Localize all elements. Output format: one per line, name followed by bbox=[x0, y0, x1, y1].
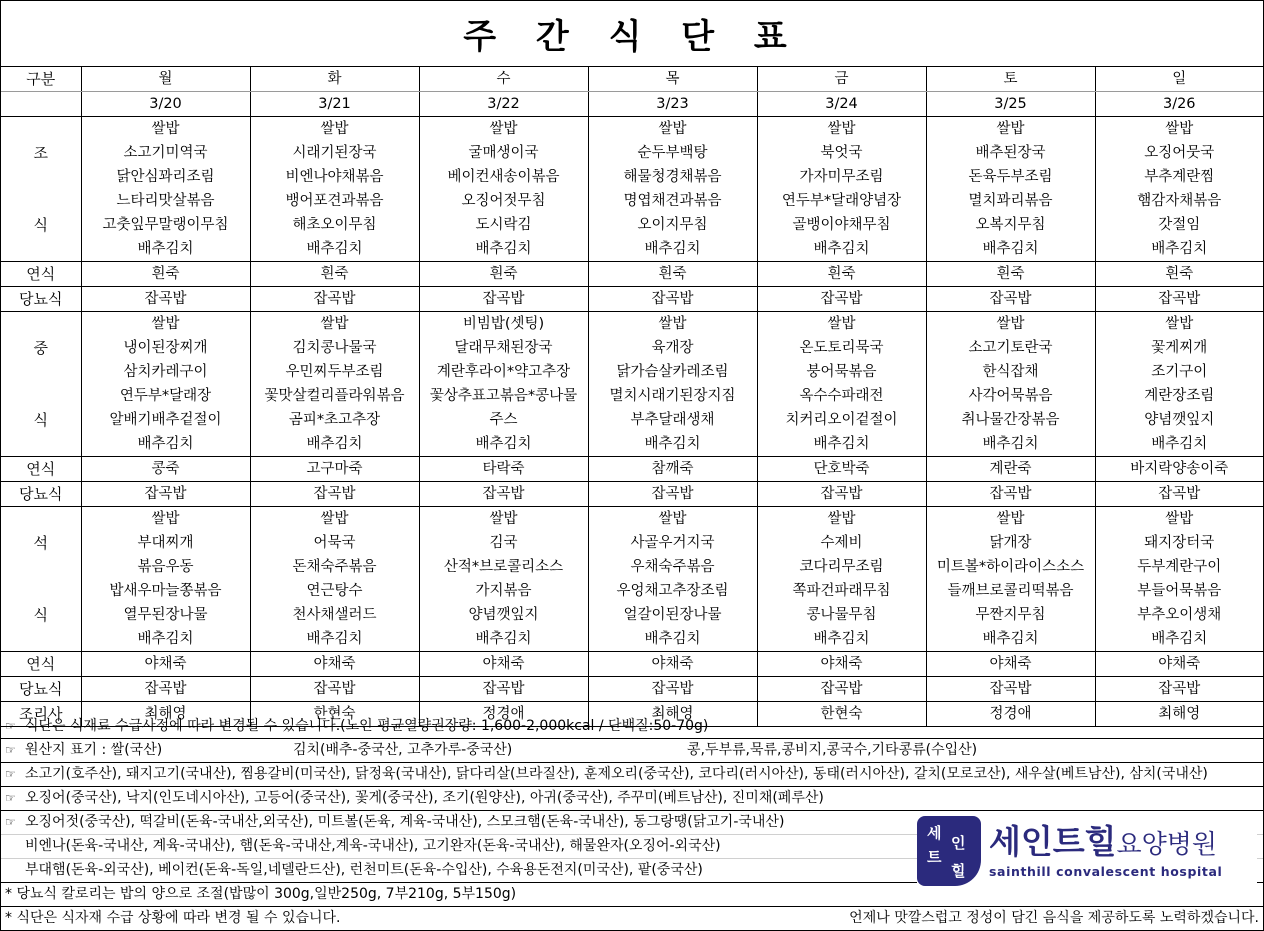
note-line-4: ☞ 오징어(중국산), 낙지(인도네시아산), 고등어(중국산), 꽃게(중국산), 조기(원양산), 아귀(중국산), 주꾸미(베트남산), 진미채(페루산) bbox=[1, 787, 1263, 811]
date-header: 3/23 bbox=[588, 92, 757, 117]
date-header: 3/24 bbox=[757, 92, 926, 117]
lunch-dish: 한식잡채 bbox=[926, 360, 1095, 384]
dinner-label bbox=[1, 555, 81, 579]
lunch-row bbox=[1, 336, 1263, 360]
lunch-dish: 비빔밥(셋팅) bbox=[419, 312, 588, 337]
dinner-dish: 우채숙주볶음 bbox=[588, 555, 757, 579]
note-line-7: 부대햄(돈육-외국산), 베이컨(돈육-독일,네델란드산), 런천미트(돈육-수입산), 수육용돈전지(미국산), 팥(중국산) bbox=[1, 859, 1263, 883]
breakfast-dish: 배추된장국 bbox=[926, 141, 1095, 165]
breakfast-dish: 오복지무침 bbox=[926, 213, 1095, 237]
porridge-cell: 타락죽 bbox=[419, 457, 588, 482]
lunch-row bbox=[1, 384, 1263, 408]
lunch-dish: 붕어묵볶음 bbox=[757, 360, 926, 384]
date-header: 3/20 bbox=[81, 92, 250, 117]
dinner-dish: 수제비 bbox=[757, 531, 926, 555]
lunch-dish: 냉이된장찌개 bbox=[81, 336, 250, 360]
breakfast-dish: 북엇국 bbox=[757, 141, 926, 165]
dinner-dish: 배추김치 bbox=[81, 627, 250, 652]
breakfast-dish: 해물청경채볶음 bbox=[588, 165, 757, 189]
diabetic-cell: 잡곡밥 bbox=[757, 677, 926, 702]
dinner-dish: 미트볼*하이라이스소스 bbox=[926, 555, 1095, 579]
lunch-label bbox=[1, 432, 81, 457]
note-line-2: ☞ 원산지 표기 : 쌀(국산) 김치(배추-중국산, 고추가루-중국산) 콩,두부류,묵류,콩비지,콩국수,기타콩류(수입산) bbox=[1, 739, 1263, 763]
breakfast-label bbox=[1, 189, 81, 213]
logo-subtitle: sainthill convalescent hospital bbox=[989, 864, 1223, 879]
lunch-dish: 양념깻잎지 bbox=[1095, 408, 1263, 432]
dinner-dish: 배추김치 bbox=[926, 627, 1095, 652]
lunch-dish: 부추달래생채 bbox=[588, 408, 757, 432]
cook-name: 한현숙 bbox=[757, 702, 926, 727]
day-header: 토 bbox=[926, 67, 1095, 92]
cook-name: 한현숙 bbox=[250, 702, 419, 727]
diabetic-cell: 잡곡밥 bbox=[757, 287, 926, 312]
breakfast-dish: 골뱅이야채무침 bbox=[757, 213, 926, 237]
breakfast-dish: 배추김치 bbox=[1095, 237, 1263, 262]
diabetic-cell: 잡곡밥 bbox=[757, 482, 926, 507]
cook-name: 정경애 bbox=[419, 702, 588, 727]
lunch-dish: 쌀밥 bbox=[250, 312, 419, 337]
lunch-dish: 취나물간장볶음 bbox=[926, 408, 1095, 432]
diabetic-cell: 잡곡밥 bbox=[419, 482, 588, 507]
day-header: 일 bbox=[1095, 67, 1263, 92]
dinner-dish: 배추김치 bbox=[757, 627, 926, 652]
breakfast-dish: 해초오이무침 bbox=[250, 213, 419, 237]
lunch-diabetic-row bbox=[1, 482, 1263, 507]
breakfast-dish: 소고기미역국 bbox=[81, 141, 250, 165]
day-header: 목 bbox=[588, 67, 757, 92]
breakfast-dish: 연두부*달래양념장 bbox=[757, 189, 926, 213]
dinner-dish: 얼갈이된장나물 bbox=[588, 603, 757, 627]
lunch-label: 중 bbox=[33, 339, 48, 357]
dinner-dish: 닭개장 bbox=[926, 531, 1095, 555]
diabetic-cell: 잡곡밥 bbox=[1095, 677, 1263, 702]
pointing-hand-icon: ☞ bbox=[5, 719, 16, 733]
lunch-dish: 쌀밥 bbox=[81, 312, 250, 337]
diabetic-cell: 잡곡밥 bbox=[588, 482, 757, 507]
date-header: 3/26 bbox=[1095, 92, 1263, 117]
dinner-dish: 배추김치 bbox=[1095, 627, 1263, 652]
breakfast-diabetic-row bbox=[1, 287, 1263, 312]
breakfast-dish: 뱅어포견과볶음 bbox=[250, 189, 419, 213]
dinner-dish: 쪽파건파래무침 bbox=[757, 579, 926, 603]
porridge-cell: 야채죽 bbox=[757, 652, 926, 677]
diabetic-cell: 잡곡밥 bbox=[588, 287, 757, 312]
day-header: 화 bbox=[250, 67, 419, 92]
dinner-dish: 쌀밥 bbox=[588, 507, 757, 532]
dinner-dish: 배추김치 bbox=[250, 627, 419, 652]
porridge-cell: 흰죽 bbox=[419, 262, 588, 287]
diabetic-cell: 잡곡밥 bbox=[1095, 287, 1263, 312]
breakfast-dish: 배추김치 bbox=[757, 237, 926, 262]
diabetic-cell: 잡곡밥 bbox=[250, 677, 419, 702]
dinner-dish: 돈채숙주볶음 bbox=[250, 555, 419, 579]
porridge-cell: 바지락양송이죽 bbox=[1095, 457, 1263, 482]
breakfast-dish: 오징어젓무침 bbox=[419, 189, 588, 213]
note-line-9: * 식단은 식자재 수급 상황에 따라 변경 될 수 있습니다. 언제나 맛깔스럽고 정성이 담긴 음식을 제공하도록 노력하겠습니다. bbox=[5, 910, 1259, 926]
porridge-label: 연식 bbox=[1, 262, 81, 287]
diabetic-cell: 잡곡밥 bbox=[81, 287, 250, 312]
hospital-logo bbox=[917, 815, 1257, 887]
lunch-dish: 육개장 bbox=[588, 336, 757, 360]
category-label: 구분 bbox=[1, 67, 81, 92]
porridge-cell: 야채죽 bbox=[250, 652, 419, 677]
porridge-cell: 콩죽 bbox=[81, 457, 250, 482]
dinner-dish: 연근탕수 bbox=[250, 579, 419, 603]
pointing-hand-icon: ☞ bbox=[5, 743, 16, 757]
porridge-cell: 흰죽 bbox=[250, 262, 419, 287]
dinner-dish: 어묵국 bbox=[250, 531, 419, 555]
note-line-3: ☞ 소고기(호주산), 돼지고기(국내산), 찜용갈비(미국산), 닭정육(국내산), 닭다리살(브라질산), 훈제오리(중국산), 코다리(러시아산), 동태(러시아산), 갈치(모로코산), 새우살(베트남산), 삼치(국내산) bbox=[1, 763, 1263, 787]
porridge-cell: 고구마죽 bbox=[250, 457, 419, 482]
lunch-dish: 쌀밥 bbox=[926, 312, 1095, 337]
breakfast-dish: 갓절임 bbox=[1095, 213, 1263, 237]
dinner-row bbox=[1, 555, 1263, 579]
porridge-cell: 야채죽 bbox=[1095, 652, 1263, 677]
dinner-label: 석 bbox=[33, 534, 48, 552]
lunch-dish: 배추김치 bbox=[250, 432, 419, 457]
diabetic-cell: 잡곡밥 bbox=[1095, 482, 1263, 507]
porridge-cell: 흰죽 bbox=[1095, 262, 1263, 287]
diabetic-cell: 잡곡밥 bbox=[81, 482, 250, 507]
lunch-porridge-row bbox=[1, 457, 1263, 482]
day-header: 수 bbox=[419, 67, 588, 92]
breakfast-label bbox=[1, 117, 81, 142]
breakfast-dish: 오이지무침 bbox=[588, 213, 757, 237]
dinner-porridge-row bbox=[1, 652, 1263, 677]
day-header: 금 bbox=[757, 67, 926, 92]
lunch-dish: 멸치시래기된장지짐 bbox=[588, 384, 757, 408]
lunch-label bbox=[1, 312, 81, 337]
porridge-cell: 흰죽 bbox=[757, 262, 926, 287]
lunch-row bbox=[1, 408, 1263, 432]
diabetic-label: 당뇨식 bbox=[1, 482, 81, 507]
diabetic-cell: 잡곡밥 bbox=[926, 482, 1095, 507]
diabetic-cell: 잡곡밥 bbox=[419, 287, 588, 312]
lunch-dish: 옥수수파래전 bbox=[757, 384, 926, 408]
breakfast-label bbox=[1, 237, 81, 262]
pointing-hand-icon: ☞ bbox=[5, 815, 16, 829]
dinner-dish: 쌀밥 bbox=[1095, 507, 1263, 532]
breakfast-dish: 돈육두부조림 bbox=[926, 165, 1095, 189]
breakfast-row bbox=[1, 213, 1263, 237]
porridge-cell: 흰죽 bbox=[926, 262, 1095, 287]
cook-name: 정경애 bbox=[926, 702, 1095, 727]
diabetic-cell: 잡곡밥 bbox=[926, 287, 1095, 312]
day-header: 월 bbox=[81, 67, 250, 92]
breakfast-row bbox=[1, 237, 1263, 262]
pointing-hand-icon: ☞ bbox=[5, 791, 16, 805]
dinner-dish: 들깨브로콜리떡볶음 bbox=[926, 579, 1095, 603]
menu-table bbox=[1, 67, 1263, 727]
dinner-label: 식 bbox=[33, 606, 48, 624]
breakfast-dish: 순두부백탕 bbox=[588, 141, 757, 165]
lunch-dish: 쌀밥 bbox=[1095, 312, 1263, 337]
dinner-row bbox=[1, 627, 1263, 652]
date-header: 3/22 bbox=[419, 92, 588, 117]
porridge-cell: 단호박죽 bbox=[757, 457, 926, 482]
pointing-hand-icon: ☞ bbox=[5, 767, 16, 781]
dinner-dish: 밥새우마늘쫑볶음 bbox=[81, 579, 250, 603]
lunch-dish: 쌀밥 bbox=[588, 312, 757, 337]
breakfast-dish: 멸치꽈리볶음 bbox=[926, 189, 1095, 213]
breakfast-dish: 비엔나야채볶음 bbox=[250, 165, 419, 189]
breakfast-dish: 닭안심꽈리조림 bbox=[81, 165, 250, 189]
dinner-diabetic-row bbox=[1, 677, 1263, 702]
dinner-label bbox=[1, 627, 81, 652]
date-header: 3/21 bbox=[250, 92, 419, 117]
category-label-cont bbox=[1, 92, 81, 117]
breakfast-row bbox=[1, 165, 1263, 189]
lunch-dish: 온도토리묵국 bbox=[757, 336, 926, 360]
dinner-dish: 부들어묵볶음 bbox=[1095, 579, 1263, 603]
breakfast-dish: 배추김치 bbox=[250, 237, 419, 262]
dinner-label bbox=[1, 507, 81, 532]
dinner-dish: 우엉채고추장조림 bbox=[588, 579, 757, 603]
breakfast-dish: 베이컨새송이볶음 bbox=[419, 165, 588, 189]
breakfast-dish: 고춧잎무말랭이무침 bbox=[81, 213, 250, 237]
dinner-row bbox=[1, 579, 1263, 603]
date-header: 3/25 bbox=[926, 92, 1095, 117]
breakfast-row bbox=[1, 141, 1263, 165]
breakfast-dish: 배추김치 bbox=[81, 237, 250, 262]
diabetic-label: 당뇨식 bbox=[1, 287, 81, 312]
breakfast-dish: 쌀밥 bbox=[250, 117, 419, 142]
porridge-cell: 야채죽 bbox=[419, 652, 588, 677]
porridge-cell: 참깨죽 bbox=[588, 457, 757, 482]
lunch-dish: 배추김치 bbox=[419, 432, 588, 457]
breakfast-dish: 부추계란찜 bbox=[1095, 165, 1263, 189]
dinner-dish: 사골우거지국 bbox=[588, 531, 757, 555]
dinner-dish: 쌀밥 bbox=[419, 507, 588, 532]
dinner-dish: 쌀밥 bbox=[757, 507, 926, 532]
diabetic-cell: 잡곡밥 bbox=[250, 287, 419, 312]
diabetic-cell: 잡곡밥 bbox=[419, 677, 588, 702]
lunch-dish: 꽃상추표고볶음*콩나물 bbox=[419, 384, 588, 408]
dinner-dish: 가지볶음 bbox=[419, 579, 588, 603]
dinner-dish: 산적*브로콜리소스 bbox=[419, 555, 588, 579]
lunch-dish: 계란후라이*약고추장 bbox=[419, 360, 588, 384]
lunch-dish: 꽃맛살컬리플라워볶음 bbox=[250, 384, 419, 408]
lunch-row bbox=[1, 432, 1263, 457]
porridge-label: 연식 bbox=[1, 457, 81, 482]
page-title: 주 간 식 단 표 bbox=[1, 1, 1263, 67]
lunch-row bbox=[1, 360, 1263, 384]
breakfast-dish: 쌀밥 bbox=[757, 117, 926, 142]
logo-mark-icon: 세 인 트 힐 bbox=[917, 816, 981, 886]
breakfast-dish: 쌀밥 bbox=[926, 117, 1095, 142]
breakfast-dish: 느타리맛살볶음 bbox=[81, 189, 250, 213]
dinner-dish: 쌀밥 bbox=[81, 507, 250, 532]
breakfast-label bbox=[1, 165, 81, 189]
diabetic-label: 당뇨식 bbox=[1, 677, 81, 702]
dinner-dish: 쌀밥 bbox=[250, 507, 419, 532]
diabetic-cell: 잡곡밥 bbox=[588, 677, 757, 702]
lunch-dish: 쌀밥 bbox=[757, 312, 926, 337]
dinner-row bbox=[1, 531, 1263, 555]
lunch-dish: 소고기토란국 bbox=[926, 336, 1095, 360]
diabetic-cell: 잡곡밥 bbox=[250, 482, 419, 507]
cook-name: 최해영 bbox=[1095, 702, 1263, 727]
lunch-dish: 꽃게찌개 bbox=[1095, 336, 1263, 360]
lunch-dish: 사각어묵볶음 bbox=[926, 384, 1095, 408]
lunch-dish: 계란장조림 bbox=[1095, 384, 1263, 408]
lunch-dish: 배추김치 bbox=[757, 432, 926, 457]
dinner-dish: 돼지장터국 bbox=[1095, 531, 1263, 555]
breakfast-dish: 굴매생이국 bbox=[419, 141, 588, 165]
dinner-dish: 쌀밥 bbox=[926, 507, 1095, 532]
breakfast-dish: 쌀밥 bbox=[81, 117, 250, 142]
porridge-cell: 야채죽 bbox=[926, 652, 1095, 677]
lunch-dish: 삼치카레구이 bbox=[81, 360, 250, 384]
dinner-dish: 볶음우동 bbox=[81, 555, 250, 579]
breakfast-dish: 도시락김 bbox=[419, 213, 588, 237]
breakfast-dish: 배추김치 bbox=[419, 237, 588, 262]
porridge-cell: 계란죽 bbox=[926, 457, 1095, 482]
breakfast-dish: 오징어뭇국 bbox=[1095, 141, 1263, 165]
dinner-dish: 천사채샐러드 bbox=[250, 603, 419, 627]
lunch-dish: 연두부*달래장 bbox=[81, 384, 250, 408]
lunch-dish: 닭가슴살카레조림 bbox=[588, 360, 757, 384]
breakfast-dish: 쌀밥 bbox=[419, 117, 588, 142]
porridge-cell: 흰죽 bbox=[81, 262, 250, 287]
diabetic-cell: 잡곡밥 bbox=[926, 677, 1095, 702]
porridge-label: 연식 bbox=[1, 652, 81, 677]
lunch-label: 식 bbox=[33, 411, 48, 429]
breakfast-porridge-row bbox=[1, 262, 1263, 287]
breakfast-dish: 쌀밥 bbox=[588, 117, 757, 142]
cook-name: 최해영 bbox=[81, 702, 250, 727]
note-line-1: ☞ 식단은 식재료 수급사정에 따라 변경될 수 있습니다.(노인 평균열량권장량: 1,600-2,000kcal / 단백질:50-70g) bbox=[1, 715, 1263, 739]
porridge-cell: 야채죽 bbox=[81, 652, 250, 677]
breakfast-dish: 시래기된장국 bbox=[250, 141, 419, 165]
lunch-dish: 조기구이 bbox=[1095, 360, 1263, 384]
note-line-8: * 당뇨식 칼로리는 밥의 양으로 조절(밥많이 300g,일반250g, 7부210g, 5부150g) bbox=[1, 883, 1263, 907]
dinner-dish: 두부계란구이 bbox=[1095, 555, 1263, 579]
breakfast-label: 조 bbox=[33, 144, 48, 162]
lunch-dish: 우민찌두부조림 bbox=[250, 360, 419, 384]
porridge-cell: 흰죽 bbox=[588, 262, 757, 287]
dinner-dish: 배추김치 bbox=[588, 627, 757, 652]
breakfast-dish: 명엽채견과볶음 bbox=[588, 189, 757, 213]
lunch-row bbox=[1, 312, 1263, 337]
date-row bbox=[1, 92, 1263, 117]
dinner-dish: 무짠지무침 bbox=[926, 603, 1095, 627]
breakfast-dish: 배추김치 bbox=[926, 237, 1095, 262]
lunch-dish: 배추김치 bbox=[926, 432, 1095, 457]
porridge-cell: 야채죽 bbox=[588, 652, 757, 677]
lunch-dish: 치커리오이겉절이 bbox=[757, 408, 926, 432]
note-line-6: 비엔나(돈육-국내산, 계육-국내산), 햄(돈육-국내산,계육-국내산), 고기완자(돈육-국내산), 해물완자(오징어-외국산) bbox=[1, 835, 1263, 859]
dinner-label bbox=[1, 579, 81, 603]
lunch-dish: 김치콩나물국 bbox=[250, 336, 419, 360]
breakfast-dish: 가자미무조림 bbox=[757, 165, 926, 189]
dinner-dish: 배추김치 bbox=[419, 627, 588, 652]
dinner-dish: 열무된장나물 bbox=[81, 603, 250, 627]
dinner-dish: 콩나물무침 bbox=[757, 603, 926, 627]
breakfast-dish: 쌀밥 bbox=[1095, 117, 1263, 142]
dinner-dish: 부대찌개 bbox=[81, 531, 250, 555]
lunch-dish: 배추김치 bbox=[81, 432, 250, 457]
breakfast-dish: 배추김치 bbox=[588, 237, 757, 262]
dinner-row bbox=[1, 507, 1263, 532]
logo-name: 세인트힐요양병원 bbox=[989, 822, 1217, 861]
breakfast-row bbox=[1, 117, 1263, 142]
breakfast-dish: 햄감자채볶음 bbox=[1095, 189, 1263, 213]
lunch-dish: 알배기배추겉절이 bbox=[81, 408, 250, 432]
note-line-5: ☞ 오징어젓(중국산), 떡갈비(돈육-국내산,외국산), 미트볼(돈육, 계육-국내산), 스모크햄(돈육-국내산), 동그랑땡(닭고기-국내산) bbox=[1, 811, 1263, 835]
diabetic-cell: 잡곡밥 bbox=[81, 677, 250, 702]
lunch-label bbox=[1, 384, 81, 408]
lunch-dish: 곰피*초고추장 bbox=[250, 408, 419, 432]
cook-label: 조리사 bbox=[1, 702, 81, 727]
dinner-dish: 코다리무조림 bbox=[757, 555, 926, 579]
lunch-dish: 배추김치 bbox=[1095, 432, 1263, 457]
dinner-dish: 부추오이생채 bbox=[1095, 603, 1263, 627]
dinner-dish: 양념깻잎지 bbox=[419, 603, 588, 627]
lunch-label bbox=[1, 360, 81, 384]
day-row bbox=[1, 67, 1263, 92]
dinner-row bbox=[1, 603, 1263, 627]
lunch-dish: 주스 bbox=[419, 408, 588, 432]
dinner-dish: 김국 bbox=[419, 531, 588, 555]
breakfast-label: 식 bbox=[33, 216, 48, 234]
breakfast-row bbox=[1, 189, 1263, 213]
lunch-dish: 배추김치 bbox=[588, 432, 757, 457]
cook-name: 최해영 bbox=[588, 702, 757, 727]
lunch-dish: 달래무채된장국 bbox=[419, 336, 588, 360]
